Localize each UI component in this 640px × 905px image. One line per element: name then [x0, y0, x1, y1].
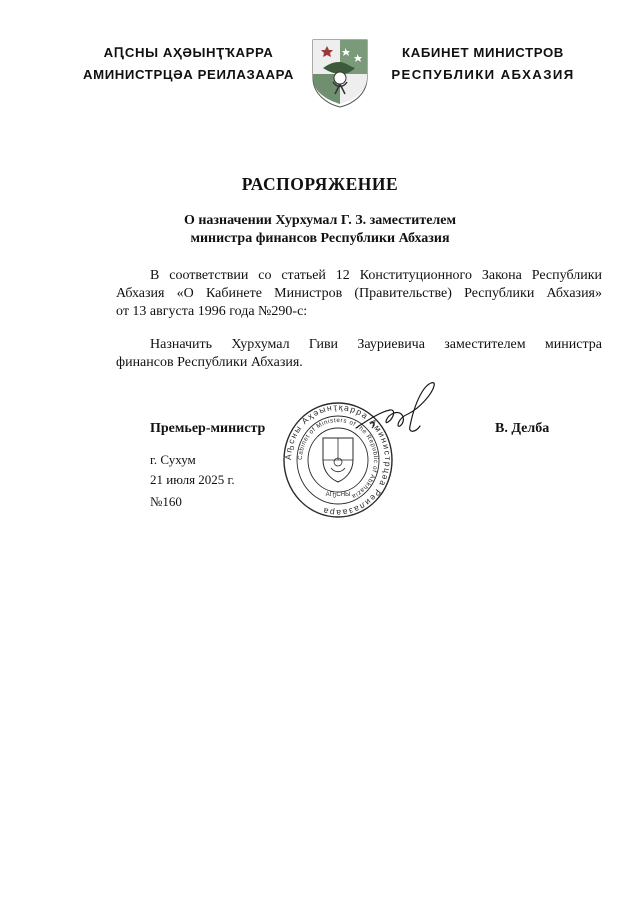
signatory-name: В. Делба [495, 421, 550, 436]
basis-paragraph [116, 267, 602, 321]
order-line2: финансов Республики Абхазия. [116, 355, 303, 370]
document-number: №160 [150, 494, 182, 509]
subtitle-line1: О назначении Хурхумал Г. З. заместителем [183, 213, 457, 228]
basis-line1: В соответствии со статьей 12 Конституционного Закона Республики [150, 268, 602, 283]
order-line1: Назначить Хурхумал Гиви Зауриевича заместителем министра [150, 337, 602, 352]
header-right-line1: КАБИНЕТ МИНИСТРОВ [402, 45, 564, 60]
basis-line3: от 13 августа 1996 года №290-с: [116, 304, 308, 319]
header-left [76, 42, 301, 86]
header-right [383, 42, 583, 86]
coat-of-arms-emblem [311, 38, 369, 108]
order-paragraph [116, 336, 602, 372]
handwritten-signature [350, 380, 450, 442]
seal-inner-text: Cabinet of Ministers of the Republic of Abkhazia [296, 416, 380, 500]
basis-line2: Абхазия «О Кабинете Министров (Правительстве) Республики Абхазия» [116, 286, 602, 301]
issue-date: 21 июля 2025 г. [150, 472, 235, 487]
header-left-line2: АМИНИСТРЦӘА РЕИЛАЗААРА [83, 67, 294, 82]
issue-place: г. Сухум [150, 452, 196, 467]
header-right-line2: РЕСПУБЛИКИ АБХАЗИЯ [391, 67, 575, 82]
seal-center-text: АҦСНЫ [325, 492, 351, 498]
seal-outer-text: Аҧсны Аҳәынҭқарра Аминистрцәа Реилазаара [283, 402, 393, 518]
document-title: РАСПОРЯЖЕНИЕ [241, 174, 399, 194]
document-subtitle [0, 212, 640, 248]
signatory-title: Премьер-министр [150, 421, 266, 436]
header-left-line1: АԤСНЫ АҲӘЫНҬҠАРРА [103, 45, 274, 60]
subtitle-line2: министра финансов Республики Абхазия [190, 231, 450, 246]
